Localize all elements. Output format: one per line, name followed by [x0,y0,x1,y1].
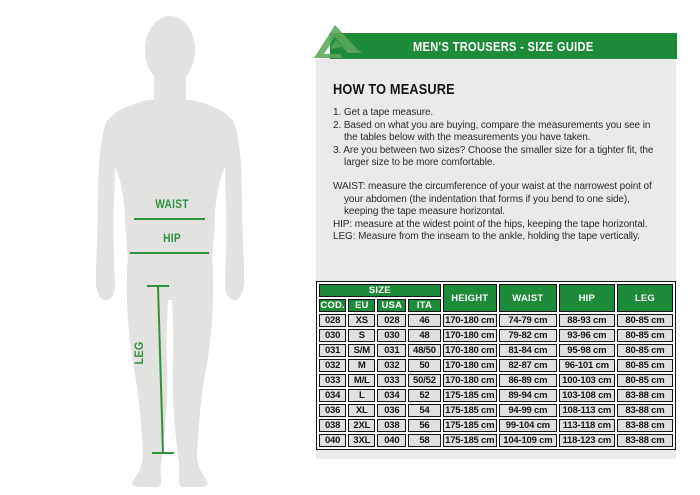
size-cell: 170-180 cm [443,329,497,342]
size-cell: 175-185 cm [443,404,497,417]
size-cell: 031 [377,344,406,357]
size-cell: 86-89 cm [499,374,557,387]
measure-step-3: 3. Are you between two sizes? Choose the smaller size for a tighter fit, the larger size to be more comfortable. [333,144,654,169]
size-cell: 175-185 cm [443,389,497,402]
size-cell: 83-88 cm [617,434,673,447]
size-cell: 100-103 cm [559,374,615,387]
size-cell: S [348,329,375,342]
hip-label: HIP [163,231,181,245]
size-row [319,329,673,342]
size-cell: 80-85 cm [617,374,673,387]
size-table [316,281,676,450]
size-cell: 83-88 cm [617,419,673,432]
usa-column-header: USA [377,299,406,312]
title-bar [330,33,677,59]
size-cell: 170-180 cm [443,359,497,372]
size-cell: 031 [319,344,346,357]
size-cell: S/M [348,344,375,357]
size-cell: 80-85 cm [617,329,673,342]
size-table-body [319,314,673,447]
size-cell: 032 [319,359,346,372]
size-cell: 50/52 [408,374,440,387]
size-cell: 99-104 cm [499,419,557,432]
leg-column-header: LEG [617,284,673,312]
size-cell: 033 [377,374,406,387]
eu-column-header: EU [348,299,375,312]
size-cell: 83-88 cm [617,404,673,417]
size-cell: 48 [408,329,440,342]
ita-column-header: ITA [408,299,440,312]
male-silhouette-figure [50,8,290,492]
size-cell: L [348,389,375,402]
size-cell: 103-108 cm [559,389,615,402]
size-cell: XL [348,404,375,417]
cod-column-header: COD. [320,300,345,311]
size-cell: M/L [348,374,375,387]
size-cell: 170-180 cm [443,374,497,387]
body-silhouette [96,16,244,487]
size-cell: 80-85 cm [617,359,673,372]
waist-definition: WAIST: measure the circumference of your waist at the narrowest point of your abdomen (the indentation that forms if you bend to one side), keeping the tape measure horizontal. [333,180,652,218]
size-cell: 034 [319,389,346,402]
size-row [319,389,673,402]
size-row [319,314,673,327]
size-cell: 82-87 cm [499,359,557,372]
how-to-measure-title: HOW TO MEASURE [333,81,455,98]
size-cell: 80-85 cm [617,344,673,357]
size-cell: M [348,359,375,372]
measure-step-1: 1. Get a tape measure. [333,107,434,118]
size-cell: 028 [319,314,346,327]
measure-step-2: 2. Based on what you are buying, compare the measurements you see in the tables below with the measurements you have taken. [333,119,651,144]
size-cell: 74-79 cm [499,314,557,327]
size-cell: 170-180 cm [443,344,497,357]
size-cell: 170-180 cm [443,314,497,327]
size-cell: 52 [408,389,440,402]
size-row [319,359,673,372]
size-cell: 113-118 cm [559,419,615,432]
page-title: MEN'S TROUSERS - SIZE GUIDE [413,38,594,54]
size-cell: 81-84 cm [499,344,557,357]
size-cell: 032 [377,359,406,372]
size-cell: 104-109 cm [499,434,557,447]
size-cell: 95-98 cm [559,344,615,357]
size-cell: 034 [377,389,406,402]
waist-label: WAIST [155,197,189,211]
size-cell: 030 [377,329,406,342]
size-cell: XS [348,314,375,327]
size-cell: 3XL [348,434,375,447]
size-cell: 89-94 cm [499,389,557,402]
size-cell: 040 [377,434,406,447]
hip-column-header: HIP [559,284,615,312]
size-cell: 56 [408,419,440,432]
size-cell: 040 [319,434,346,447]
size-cell: 88-93 cm [559,314,615,327]
size-cell: 175-185 cm [443,434,497,447]
size-cell: 48/50 [408,344,440,357]
leg-definition: LEG: Measure from the inseam to the ankle, holding the tape vertically. [333,231,640,243]
size-cell: 79-82 cm [499,329,557,342]
size-row [319,404,673,417]
height-column-header: HEIGHT [443,284,497,312]
size-cell: 80-85 cm [617,314,673,327]
size-cell: 83-88 cm [617,389,673,402]
size-row [319,434,673,447]
size-cell: 94-99 cm [499,404,557,417]
size-cell: 2XL [348,419,375,432]
leg-label: LEG [132,341,146,365]
size-cell: 50 [408,359,440,372]
size-group-header: SIZE [319,284,441,297]
size-row [319,374,673,387]
size-cell: 033 [319,374,346,387]
size-cell: 58 [408,434,440,447]
size-cell: 038 [319,419,346,432]
size-cell: 46 [408,314,440,327]
size-cell: 028 [377,314,406,327]
size-row [319,344,673,357]
size-cell: 118-123 cm [559,434,615,447]
size-cell: 96-101 cm [559,359,615,372]
measure-definitions [333,181,662,244]
size-row [319,419,673,432]
size-cell: 036 [319,404,346,417]
size-cell: 108-113 cm [559,404,615,417]
hip-definition: HIP: measure at the widest point of the hips, keeping the tape horizontal. [333,218,648,230]
size-cell: 038 [377,419,406,432]
brand-a-logo-icon [310,22,362,62]
waist-column-header: WAIST [499,284,557,312]
size-cell: 54 [408,404,440,417]
size-cell: 030 [319,329,346,342]
size-cell: 175-185 cm [443,419,497,432]
size-cell: 036 [377,404,406,417]
size-cell: 93-96 cm [559,329,615,342]
